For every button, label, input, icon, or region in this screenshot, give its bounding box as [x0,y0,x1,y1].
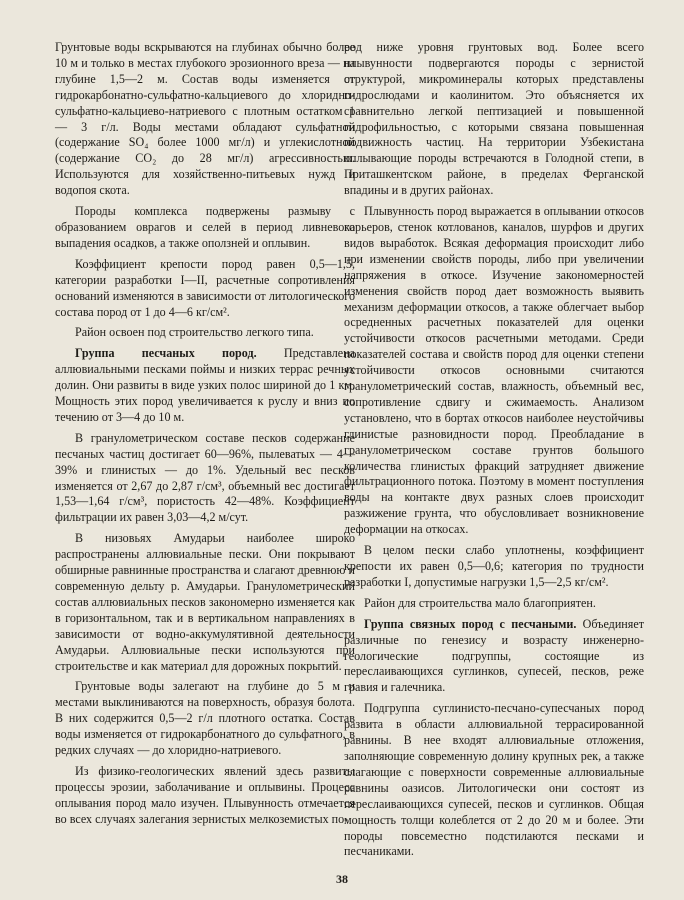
left-paragraph-8: Грунтовые воды залегают на глубине до 5 м и местами выклиниваются на поверхность, образуя болота. В них содержится 0,5—2 г/л плотного остатка. Состав воды изменяется от гидрокарбонатного до сульфатного, в редких случаях — до хлоридно-натриевого. [55,679,355,758]
cohesive-group-heading: Группа связных пород с песчаными. [364,616,577,631]
right-paragraph-2: Плывунность пород выражается в оплывании откосов карьеров, стенок котлованов, каналов, шурфов и других видов выработок. Всякая деформация происходит либо при изменении свойств породы, либо при увеличении напряжения в откосе. Изучение закономерностей изменения свойств пород дает возможность выявить механизм деформации откосов, а также облегчает выбор осредненных расчетных показателей для оценки устойчивости откосов расчетными методами. Среди показателей состава и свойств пород для оценки степени устойчивости откосов основными считаются гранулометрический состав, влажность, объемный вес, сопротивление сдвигу и сжимаемость. Анализом установлено, что в бортах откосов наиболее неустойчивы глинистые разновидности пород. Преобладание в гранулометрическом составе грунтов большого количества глинистых фракций затрудняет движение фильтрационного потока. Поэтому в момент поступления воды на контакте двух разных слоев происходит разжижение грунта, что обусловливает возникновение деформации на откосах. [344,204,644,537]
left-paragraph-3: Коэффициент крепости пород равен 0,5—1,5, категории разработки I—II, расчетные сопротивления оснований изменяются в зависимости от литологического состава пород от 1 до 4—6 кг/см². [55,256,355,319]
right-paragraph-3: В целом пески слабо уплотнены, коэффициент крепости их равен 0,5—0,6; категория по трудности разработки I, допустимые нагрузки 1,5—2,5 кг/см². [344,543,644,589]
right-paragraph-6: Подгруппа суглинисто-песчано-супесчаных пород развита в области аллювиальной террасированной равнины. В нее входят аллювиальные отложения, заполняющие современную долину крупных рек, а также слагающие с поверхности современные аллювиальные равнины оазисов. Литологически они состоят из переслаивающихся супесей, песков и суглинков. Общая мощность толщи колеблется от 2 до 20 м и более. Эти породы повсеместно подстилаются песками и песчаниками. [344,701,644,859]
left-paragraph-9: Из физико-геологических явлений здесь развиты процессы эрозии, заболачивание и оплывины. Процесс оплывания пород мало изучен. Плывунность отмечается во всех случаях залегания зернистых мелкоземистых по- [55,763,355,826]
sand-group-heading: Группа песчаных пород. [75,346,257,361]
left-paragraph-2: Породы комплекса подвержены размыву с образованием оврагов и селей в период ливневого выпадения осадков, а также оползней и оплывин. [55,204,355,250]
sand-group-paragraph [55,346,355,426]
right-column [344,40,644,865]
cohesive-group-paragraph [344,617,644,697]
cohesive-group-text: Объединяет различные по генезису и возрасту инженерно-геологические подгруппы, состоящие из переслаивающихся суглинков, супесей, песков, реже гравия и галечника. [344,616,644,695]
left-paragraph-1: Грунтовые воды вскрываются на глубинах обычно более 10 м и только в местах глубокого эрозионного вреза — на глубине 1,5—2 м. Состав воды изменяется от гидрокарбонатно-сульфатно-кальциевого до хлоридно-сульфатно-кальциево-натриевого с плотным остатком 1 — 3 г/л. Воды местами обладают сульфатной (содержание SO₄ более 1000 мг/л) и углекислотной (содержание CO₂ до 28 мг/л) агрессивностью. Используются для хозяйственно-питьевых нужд и водопоя скота. [55,40,355,198]
left-column [55,40,355,833]
left-paragraph-7: В низовьях Амударьи наиболее широко распространены аллювиальные пески. Они покрывают обширные равнинные пространства и слагают древнюю и современную дельту р. Амударьи. Гранулометрический состав аллювиальных песков закономерно изменяется как в горизонтальном, так и в вертикальном направлениях в зависимости от водно-аккумулятивной деятельности Амударьи. Аллювиальные пески используются при строительстве и как материал для дорожных покрытий. [55,531,355,673]
right-paragraph-1: род ниже уровня грунтовых вод. Более всего плывунности подвергаются породы с зернистой структурой, микроминералы которых представлены гидрослюдами и каолинитом. Это объясняется их сравнительно легкой пептизацией и повышенной гидрофильностью, с которыми связана повышенная подвижность частиц. На территории Узбекистана оплывающие породы встречаются в Голодной степи, в Приташкентском районе, в пределах Ферганской впадины и в других районах. [344,40,644,198]
left-paragraph-4: Район освоен под строительство легкого типа. [75,325,314,340]
page-number: 38 [336,872,348,886]
right-paragraph-4: Район для строительства мало благоприятен. [364,595,596,610]
left-paragraph-6: В гранулометрическом составе песков содержание песчаных частиц достигает 60—96%, пылеватых — 4—39% и глинистых — до 1%. Удельный вес песков изменяется от 2,67 до 2,87 г/см³, объемный вес достигает 1,53—1,64 г/см³, пористость 42—48%. Коэффициент фильтрации их равен 3,03—4,2 м/сут. [55,430,355,525]
sand-group-text: Представлена аллювиальными песками поймы и низких террас речных долин. Они развиты в виде узких полос шириной до 1 км. Мощность этих пород увеличивается к руслу и вниз по течению от 3—4 до 10 м. [55,346,355,424]
